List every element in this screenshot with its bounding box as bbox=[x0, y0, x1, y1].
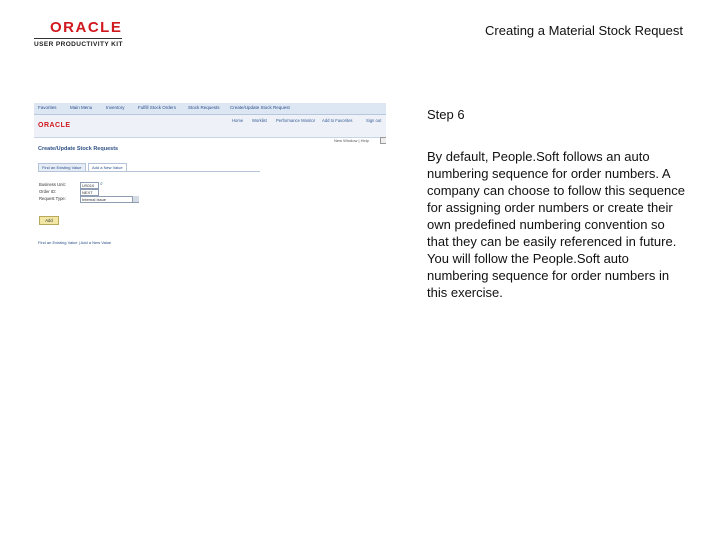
logo-subtitle: USER PRODUCTIVITY KIT bbox=[34, 41, 123, 48]
header-brand: ORACLE bbox=[38, 122, 71, 129]
header-link-home[interactable]: Home bbox=[232, 118, 244, 123]
nav-item-inventory[interactable]: Inventory bbox=[106, 105, 125, 110]
step-description: By default, People.Soft follows an auto numbering sequence for order numbers. A company can choose to follow this sequence for assigning order numbers or create their own predefined numbering convention so that they can be easily referenced in future. You will follow the People.Soft auto numbering sequence for order numbers in this exercise. bbox=[427, 149, 685, 300]
breadcrumb-bar bbox=[34, 103, 386, 115]
add-button[interactable]: Add bbox=[39, 216, 59, 225]
business-unit-input[interactable]: US010 bbox=[80, 182, 99, 189]
tab-find-existing[interactable]: Find an Existing Value bbox=[38, 163, 86, 172]
nav-item-create-update[interactable]: Create/Update Stock Request bbox=[230, 105, 290, 110]
order-id-input[interactable]: NEXT bbox=[80, 189, 99, 196]
footer-links[interactable]: Find an Existing Value | Add a New Value bbox=[38, 240, 112, 245]
embedded-screenshot bbox=[34, 103, 386, 253]
header-link-worklist[interactable]: Worklist bbox=[252, 118, 267, 123]
page-title: Create/Update Stock Requests bbox=[38, 146, 119, 152]
nav-item-fulfill[interactable]: Fulfill Stock Orders bbox=[138, 105, 177, 110]
header-link-performance[interactable]: Performance Monitor bbox=[276, 118, 316, 123]
logo-divider bbox=[34, 38, 122, 39]
chevron-down-icon[interactable] bbox=[132, 196, 139, 202]
nav-item-stock-requests[interactable]: Stock Requests bbox=[188, 105, 220, 110]
app-header bbox=[34, 115, 386, 138]
nav-item-main-menu[interactable]: Main Menu bbox=[70, 105, 93, 110]
nav-item-favorites[interactable]: Favorites bbox=[38, 105, 57, 110]
tab-divider bbox=[38, 171, 260, 172]
new-window-link[interactable]: New Window | Help bbox=[334, 138, 369, 143]
lookup-icon[interactable]: ⌕ bbox=[100, 181, 103, 187]
order-id-label: Order ID: bbox=[39, 189, 57, 194]
document-title: Creating a Material Stock Request bbox=[485, 23, 683, 38]
oracle-upk-logo bbox=[34, 20, 134, 48]
help-icon[interactable] bbox=[380, 137, 386, 144]
request-type-label: Request Type: bbox=[39, 196, 66, 201]
header-link-signout[interactable]: Sign out bbox=[366, 118, 382, 123]
request-type-select[interactable]: Internal Issue bbox=[80, 196, 139, 203]
header-link-favorites[interactable]: Add to Favorites bbox=[322, 118, 353, 123]
logo-brand: ORACLE bbox=[50, 19, 123, 36]
business-unit-label: Business Unit: bbox=[39, 182, 66, 187]
step-heading: Step 6 bbox=[427, 107, 465, 122]
tab-add-new[interactable]: Add a New Value bbox=[88, 163, 127, 172]
